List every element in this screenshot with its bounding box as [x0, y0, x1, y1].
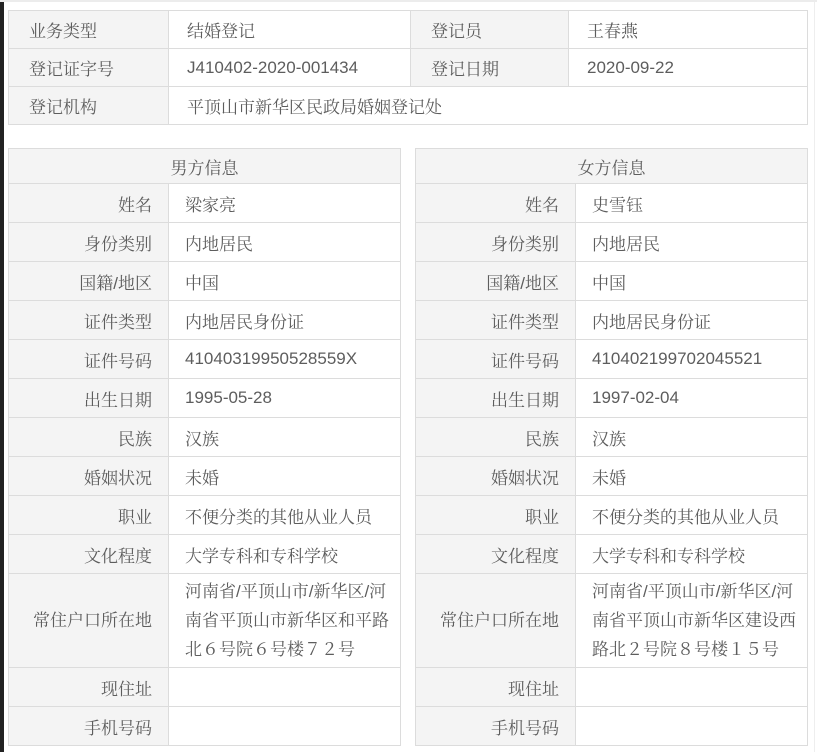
business-type-value: 结婚登记	[169, 11, 411, 49]
field-value-cell: 1995-05-28	[169, 379, 401, 418]
field-label-cell: 国籍/地区	[9, 262, 169, 301]
field-label-cell: 证件类型	[416, 301, 576, 340]
table-row	[9, 535, 401, 574]
field-value-cell: 内地居民	[169, 223, 401, 262]
field-label-cell: 证件号码	[416, 340, 576, 379]
table-row	[416, 496, 808, 535]
field-value-cell	[576, 707, 808, 746]
table-row	[416, 457, 808, 496]
field-value-cell: 未婚	[576, 457, 808, 496]
container-right-border	[814, 2, 815, 752]
field-label-cell: 出生日期	[9, 379, 169, 418]
field-value-cell: 河南省/平顶山市/新华区/河南省平顶山市新华区建设西路北２号院８号楼１５号	[576, 574, 808, 668]
field-label-cell: 文化程度	[416, 535, 576, 574]
field-label-cell: 姓名	[416, 184, 576, 223]
field-label-cell: 证件号码	[9, 340, 169, 379]
table-row	[416, 184, 808, 223]
table-row	[9, 668, 401, 707]
field-label-cell: 出生日期	[416, 379, 576, 418]
table-row	[9, 707, 401, 746]
cert-no-label: 登记证字号	[9, 49, 169, 87]
table-header-row	[9, 149, 401, 184]
field-value-cell	[576, 668, 808, 707]
field-value-cell	[169, 707, 401, 746]
field-label-cell: 文化程度	[9, 535, 169, 574]
table-row	[416, 340, 808, 379]
field-value-cell: 41040319950528559X	[169, 340, 401, 379]
field-value-cell: 内地居民	[576, 223, 808, 262]
table-row	[416, 262, 808, 301]
field-value-cell: 中国	[576, 262, 808, 301]
table-row	[416, 223, 808, 262]
field-value-cell: 河南省/平顶山市/新华区/河南省平顶山市新华区和平路北６号院６号楼７２号	[169, 574, 401, 668]
table-row	[9, 49, 808, 87]
table-row	[9, 87, 808, 125]
field-label-cell: 身份类别	[9, 223, 169, 262]
field-label-cell: 民族	[9, 418, 169, 457]
field-value-cell: 汉族	[576, 418, 808, 457]
field-value-cell: 史雪钰	[576, 184, 808, 223]
reg-date-value: 2020-09-22	[569, 49, 808, 87]
table-row	[9, 574, 401, 668]
field-value-cell: 未婚	[169, 457, 401, 496]
field-label-cell: 身份类别	[416, 223, 576, 262]
table-row	[416, 535, 808, 574]
field-label-cell: 职业	[416, 496, 576, 535]
table-row	[416, 574, 808, 668]
table-row	[416, 418, 808, 457]
table-row	[9, 262, 401, 301]
reg-date-label: 登记日期	[411, 49, 569, 87]
male-info-title: 男方信息	[9, 149, 401, 184]
field-value-cell: 内地居民身份证	[576, 301, 808, 340]
female-info-table	[415, 148, 808, 746]
business-type-label: 业务类型	[9, 11, 169, 49]
field-label-cell: 手机号码	[416, 707, 576, 746]
table-row	[416, 379, 808, 418]
table-row	[9, 184, 401, 223]
field-label-cell: 证件类型	[9, 301, 169, 340]
field-value-cell: 410402199702045521	[576, 340, 808, 379]
field-value-cell: 内地居民身份证	[169, 301, 401, 340]
male-info-table	[8, 148, 401, 746]
registration-summary-table	[8, 10, 808, 125]
table-row	[9, 496, 401, 535]
female-info-title: 女方信息	[416, 149, 808, 184]
cert-no-value: J410402-2020-001434	[169, 49, 411, 87]
field-label-cell: 婚姻状况	[9, 457, 169, 496]
field-value-cell: 1997-02-04	[576, 379, 808, 418]
field-label-cell: 常住户口所在地	[416, 574, 576, 668]
table-header-row	[416, 149, 808, 184]
field-value-cell	[169, 668, 401, 707]
table-row	[9, 301, 401, 340]
table-row	[9, 379, 401, 418]
field-label-cell: 职业	[9, 496, 169, 535]
field-label-cell: 常住户口所在地	[9, 574, 169, 668]
field-label-cell: 婚姻状况	[416, 457, 576, 496]
field-value-cell: 不便分类的其他从业人员	[576, 496, 808, 535]
registrar-value: 王春燕	[569, 11, 808, 49]
table-row	[9, 457, 401, 496]
agency-value: 平顶山市新华区民政局婚姻登记处	[169, 87, 808, 125]
table-row	[416, 668, 808, 707]
window-left-edge	[0, 2, 4, 752]
field-value-cell: 大学专科和专科学校	[169, 535, 401, 574]
field-label-cell: 国籍/地区	[416, 262, 576, 301]
field-value-cell: 中国	[169, 262, 401, 301]
field-value-cell: 不便分类的其他从业人员	[169, 496, 401, 535]
table-row	[9, 223, 401, 262]
field-value-cell: 大学专科和专科学校	[576, 535, 808, 574]
table-row	[9, 11, 808, 49]
field-label-cell: 姓名	[9, 184, 169, 223]
table-row	[9, 340, 401, 379]
field-label-cell: 现住址	[9, 668, 169, 707]
table-row	[416, 301, 808, 340]
agency-label: 登记机构	[9, 87, 169, 125]
field-label-cell: 现住址	[416, 668, 576, 707]
field-value-cell: 汉族	[169, 418, 401, 457]
registrar-label: 登记员	[411, 11, 569, 49]
field-value-cell: 梁家亮	[169, 184, 401, 223]
table-row	[9, 418, 401, 457]
field-label-cell: 手机号码	[9, 707, 169, 746]
field-label-cell: 民族	[416, 418, 576, 457]
table-row	[416, 707, 808, 746]
